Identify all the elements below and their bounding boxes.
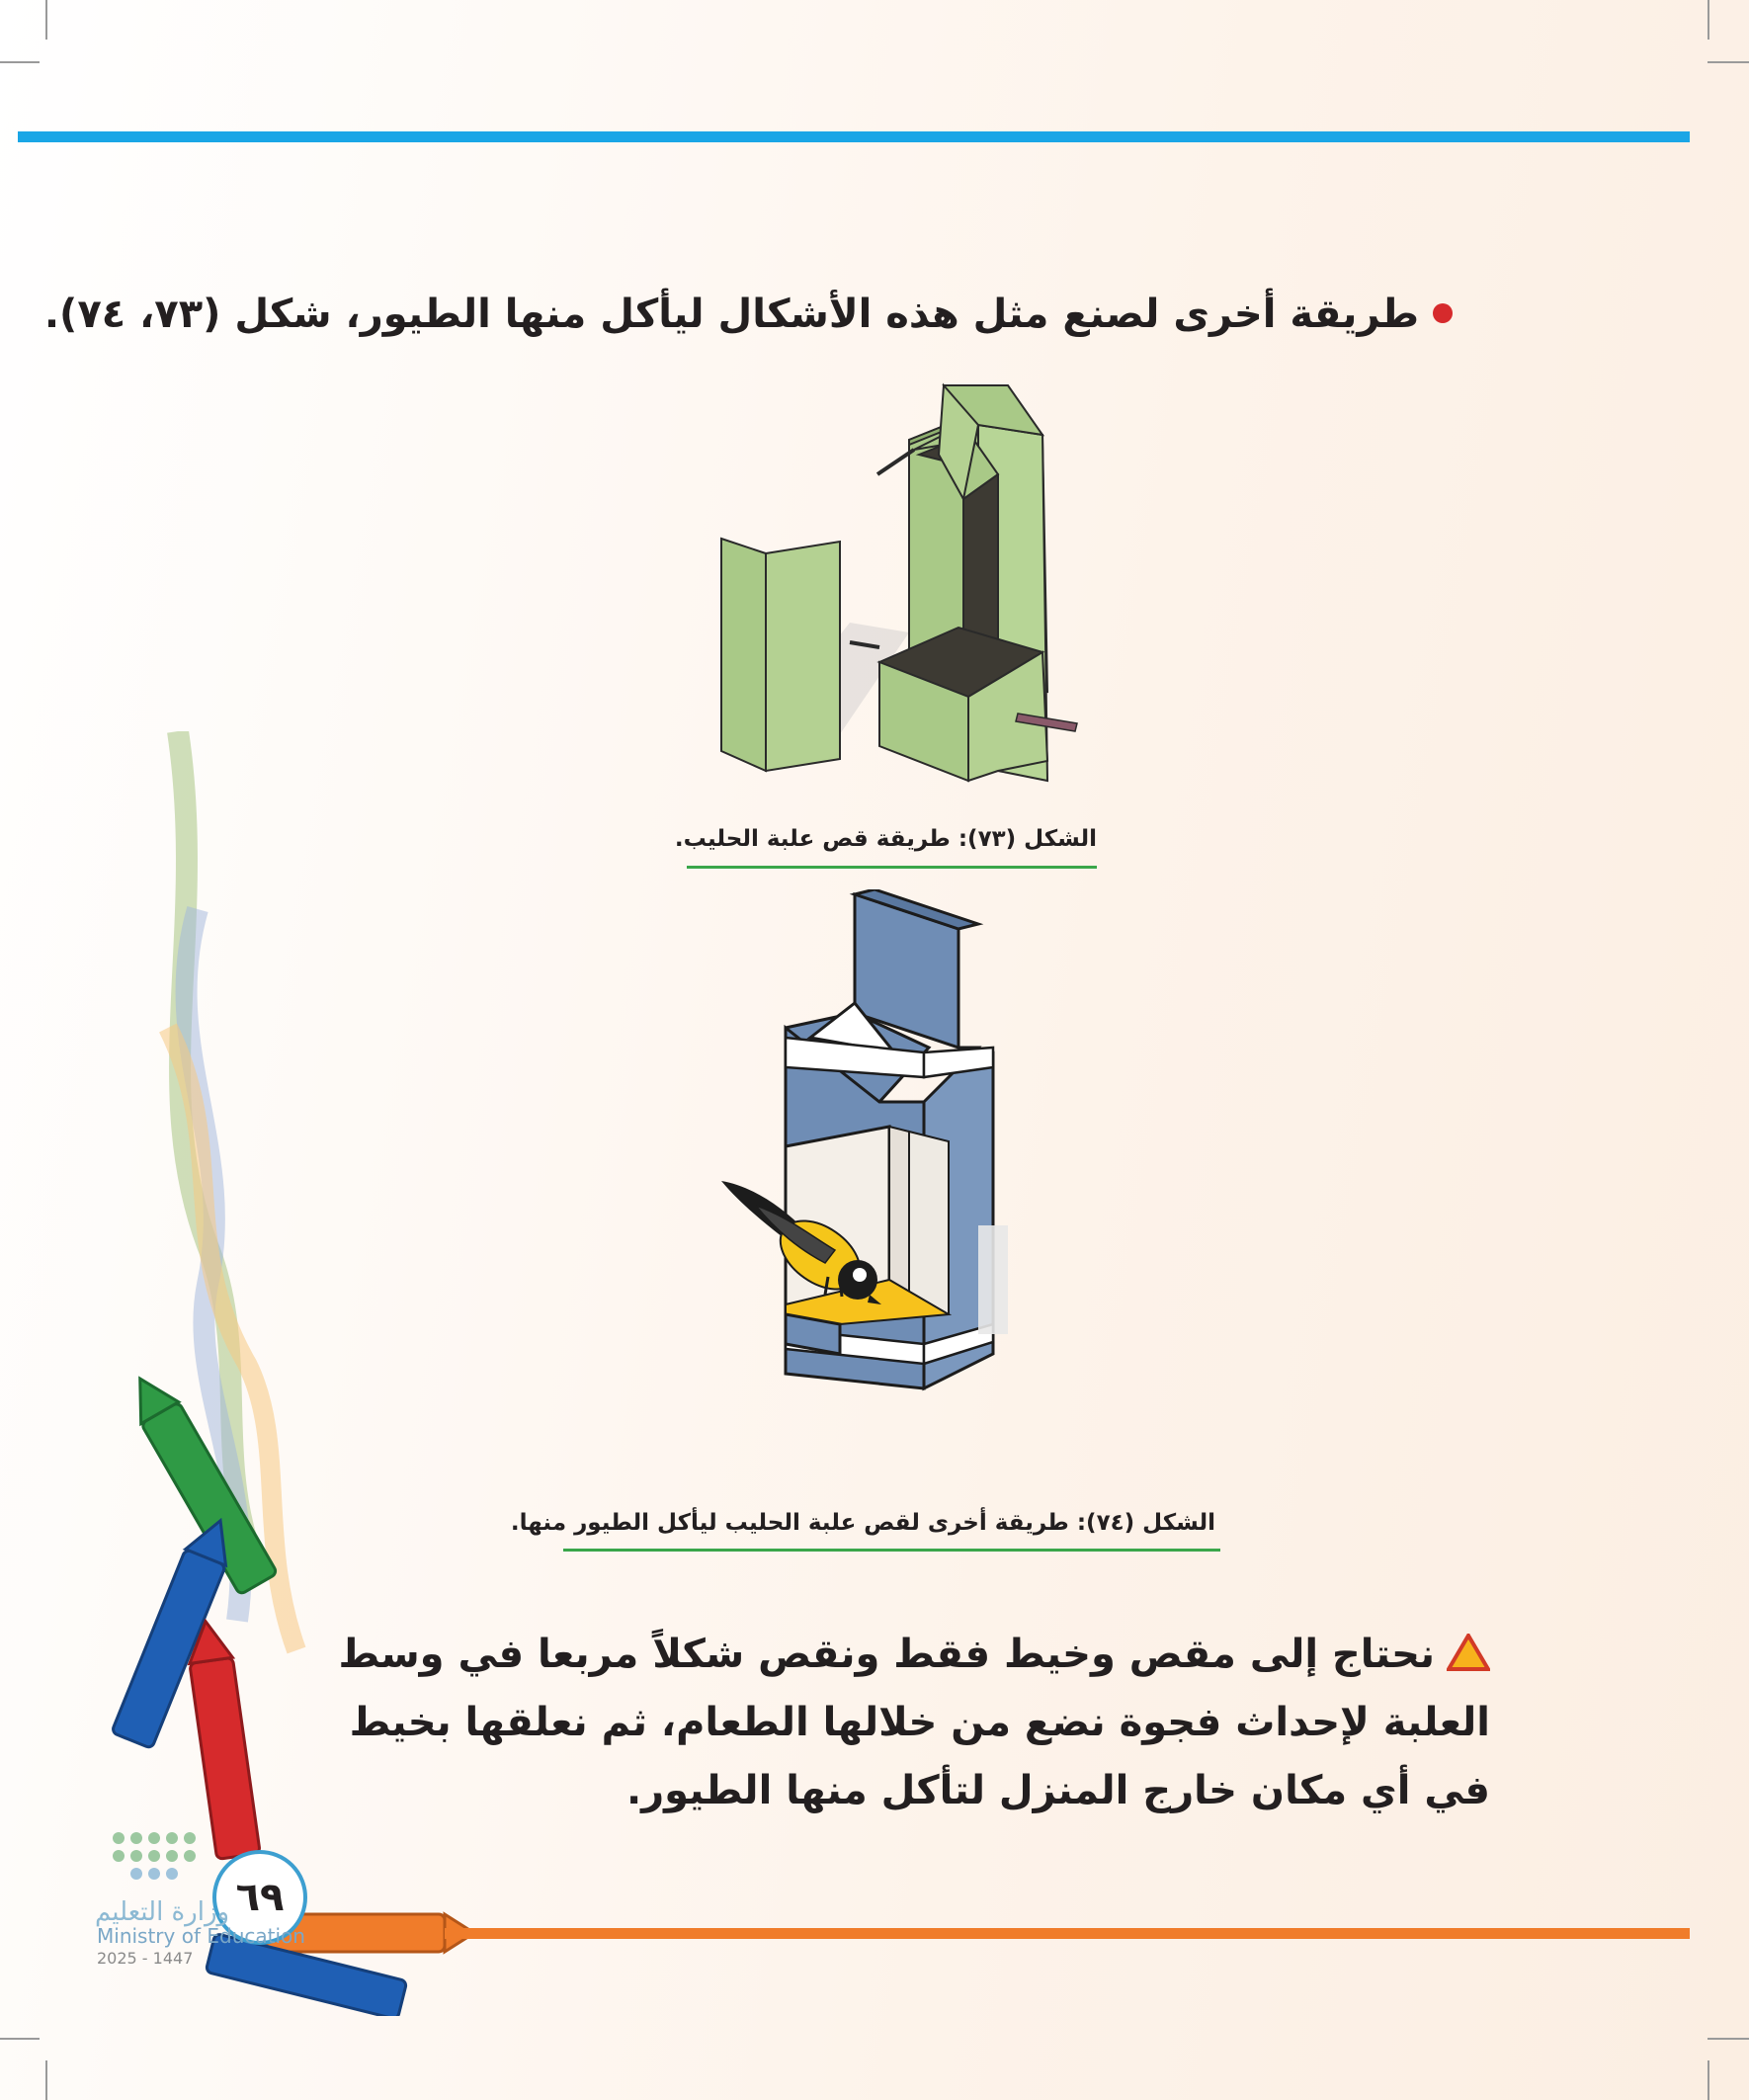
heading-text: طريقة أخرى لصنع مثل هذه الأشكال ليأكل منها الطيور، شكل (٧٣، ٧٤). [43,292,1419,337]
crop-mark [45,0,47,40]
crop-mark [0,61,40,63]
paragraph-text: نحتاج إلى مقص وخيط فقط ونقص شكلاً مربعا في وسط العلبة لإحداث فجوة نضع من خلالها الطعام، ثم نعلقها بخيط في أي مكان خارج المنزل لتأكل منها الطيور. [338,1632,1490,1813]
figure-73-caption: الشكل (٧٣): طريقة قص علبة الحليب. [674,826,1097,852]
crop-mark [1707,0,1709,40]
figure-74-caption: الشكل (٧٤): طريقة أخرى لقص علبة الحليب ليأكل الطيور منها. [510,1510,1215,1536]
instructions-paragraph [304,1621,1490,1825]
figure-73-illustration [711,366,1107,791]
crop-mark [1707,2060,1709,2100]
warning-triangle-icon [1447,1634,1490,1671]
crop-mark [1707,2038,1749,2040]
ministry-name-english: Ministry of Education [97,1924,305,1948]
crayons-decoration [59,731,474,2016]
figure-74-illustration [711,889,1067,1482]
cut-carton-body [850,385,1077,781]
figure-74-caption-underline [563,1549,1220,1552]
cut-panel-piece [721,539,840,771]
figure-73-caption-underline [687,866,1097,869]
ministry-name-arabic: وزارة التعليم [95,1897,230,1927]
crop-mark [45,2060,47,2100]
page-number: ٦٩ [212,1850,307,1945]
heading [43,287,1453,342]
milk-carton [786,889,1008,1388]
bottom-rule [445,1928,1690,1939]
logo-dots [113,1832,196,1880]
crop-mark [0,2038,40,2040]
edition-year: 2025 - 1447 [97,1949,194,1968]
red-crayon [184,1619,260,1860]
crop-mark [1707,61,1749,63]
top-rule [18,131,1690,142]
bullet-icon [1433,303,1453,323]
